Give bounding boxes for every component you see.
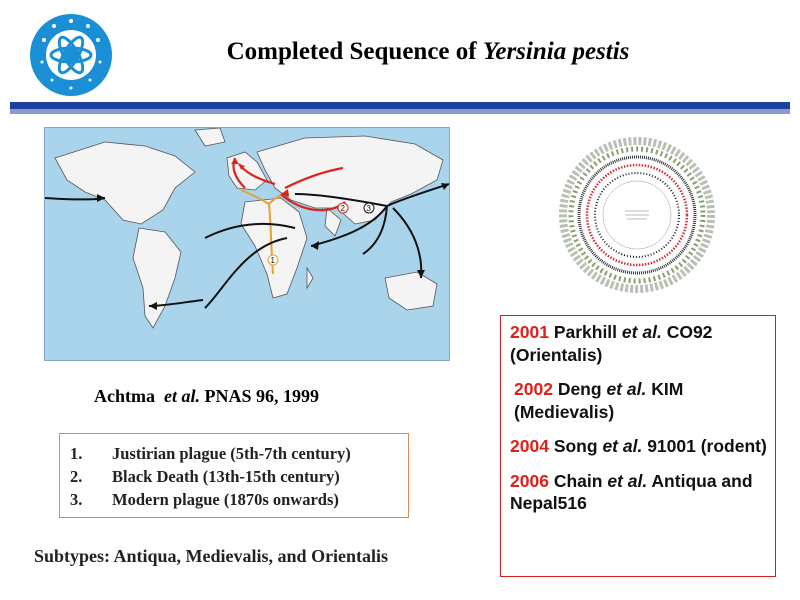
map-drawing: [45, 128, 450, 361]
sequence-year: 2001: [510, 322, 549, 342]
list-text: Modern plague (1870s onwards): [112, 490, 339, 509]
sequence-strain: KIM (Medievalis): [514, 379, 684, 422]
sequence-entry: [510, 378, 769, 423]
citation-etal: et al.: [164, 386, 200, 406]
list-item: [70, 465, 402, 488]
sequence-etal: et al.: [606, 379, 647, 399]
slide-title: [0, 38, 800, 66]
list-item: [70, 488, 402, 511]
sequence-author: Deng: [557, 379, 602, 399]
list-text: Justirian plague (5th-7th century): [112, 444, 351, 463]
title-prefix: Completed Sequence of: [226, 38, 483, 65]
sequence-entry: [510, 435, 769, 458]
sequence-entry: [510, 470, 769, 515]
sequence-year: 2004: [510, 436, 549, 456]
sequence-year: 2006: [510, 470, 549, 491]
sequence-strain: 91001 (rodent): [647, 436, 767, 456]
route-label-3: 3: [366, 204, 371, 213]
sequence-author: Chain: [553, 470, 603, 491]
list-number: 3.: [70, 490, 83, 509]
sequence-strain: CO92 (Orientalis): [510, 322, 713, 365]
sequence-author: Parkhill: [553, 322, 618, 342]
route-label-1: 1: [270, 256, 275, 265]
plague-spread-map: [44, 127, 450, 361]
list-number: 1.: [70, 444, 83, 463]
subtypes-text: Subtypes: Antiqua, Medievalis, and Orientalis: [34, 546, 389, 566]
title-species: Yersinia pestis: [482, 38, 630, 65]
sequence-etal: et al.: [602, 436, 643, 456]
sequence-etal: et al.: [607, 470, 648, 491]
sequence-entry: [510, 321, 769, 366]
title-divider: [10, 102, 790, 115]
list-number: 2.: [70, 467, 83, 486]
list-text: Black Death (13th-15th century): [112, 467, 340, 486]
sequence-year: 2002: [514, 379, 553, 399]
genome-circular-map: [537, 135, 737, 295]
sequence-strain: Antiqua and Nepal516: [510, 470, 753, 513]
sequencing-list: [500, 315, 776, 577]
route-label-2: 2: [340, 204, 345, 213]
citation-journal: PNAS 96, 1999: [204, 386, 320, 406]
sequence-etal: et al.: [621, 322, 662, 342]
map-citation: [94, 386, 319, 407]
list-item: [70, 442, 402, 465]
citation-author: Achtma: [94, 386, 155, 406]
sequence-author: Song: [553, 436, 598, 456]
pandemic-list: [59, 433, 409, 518]
